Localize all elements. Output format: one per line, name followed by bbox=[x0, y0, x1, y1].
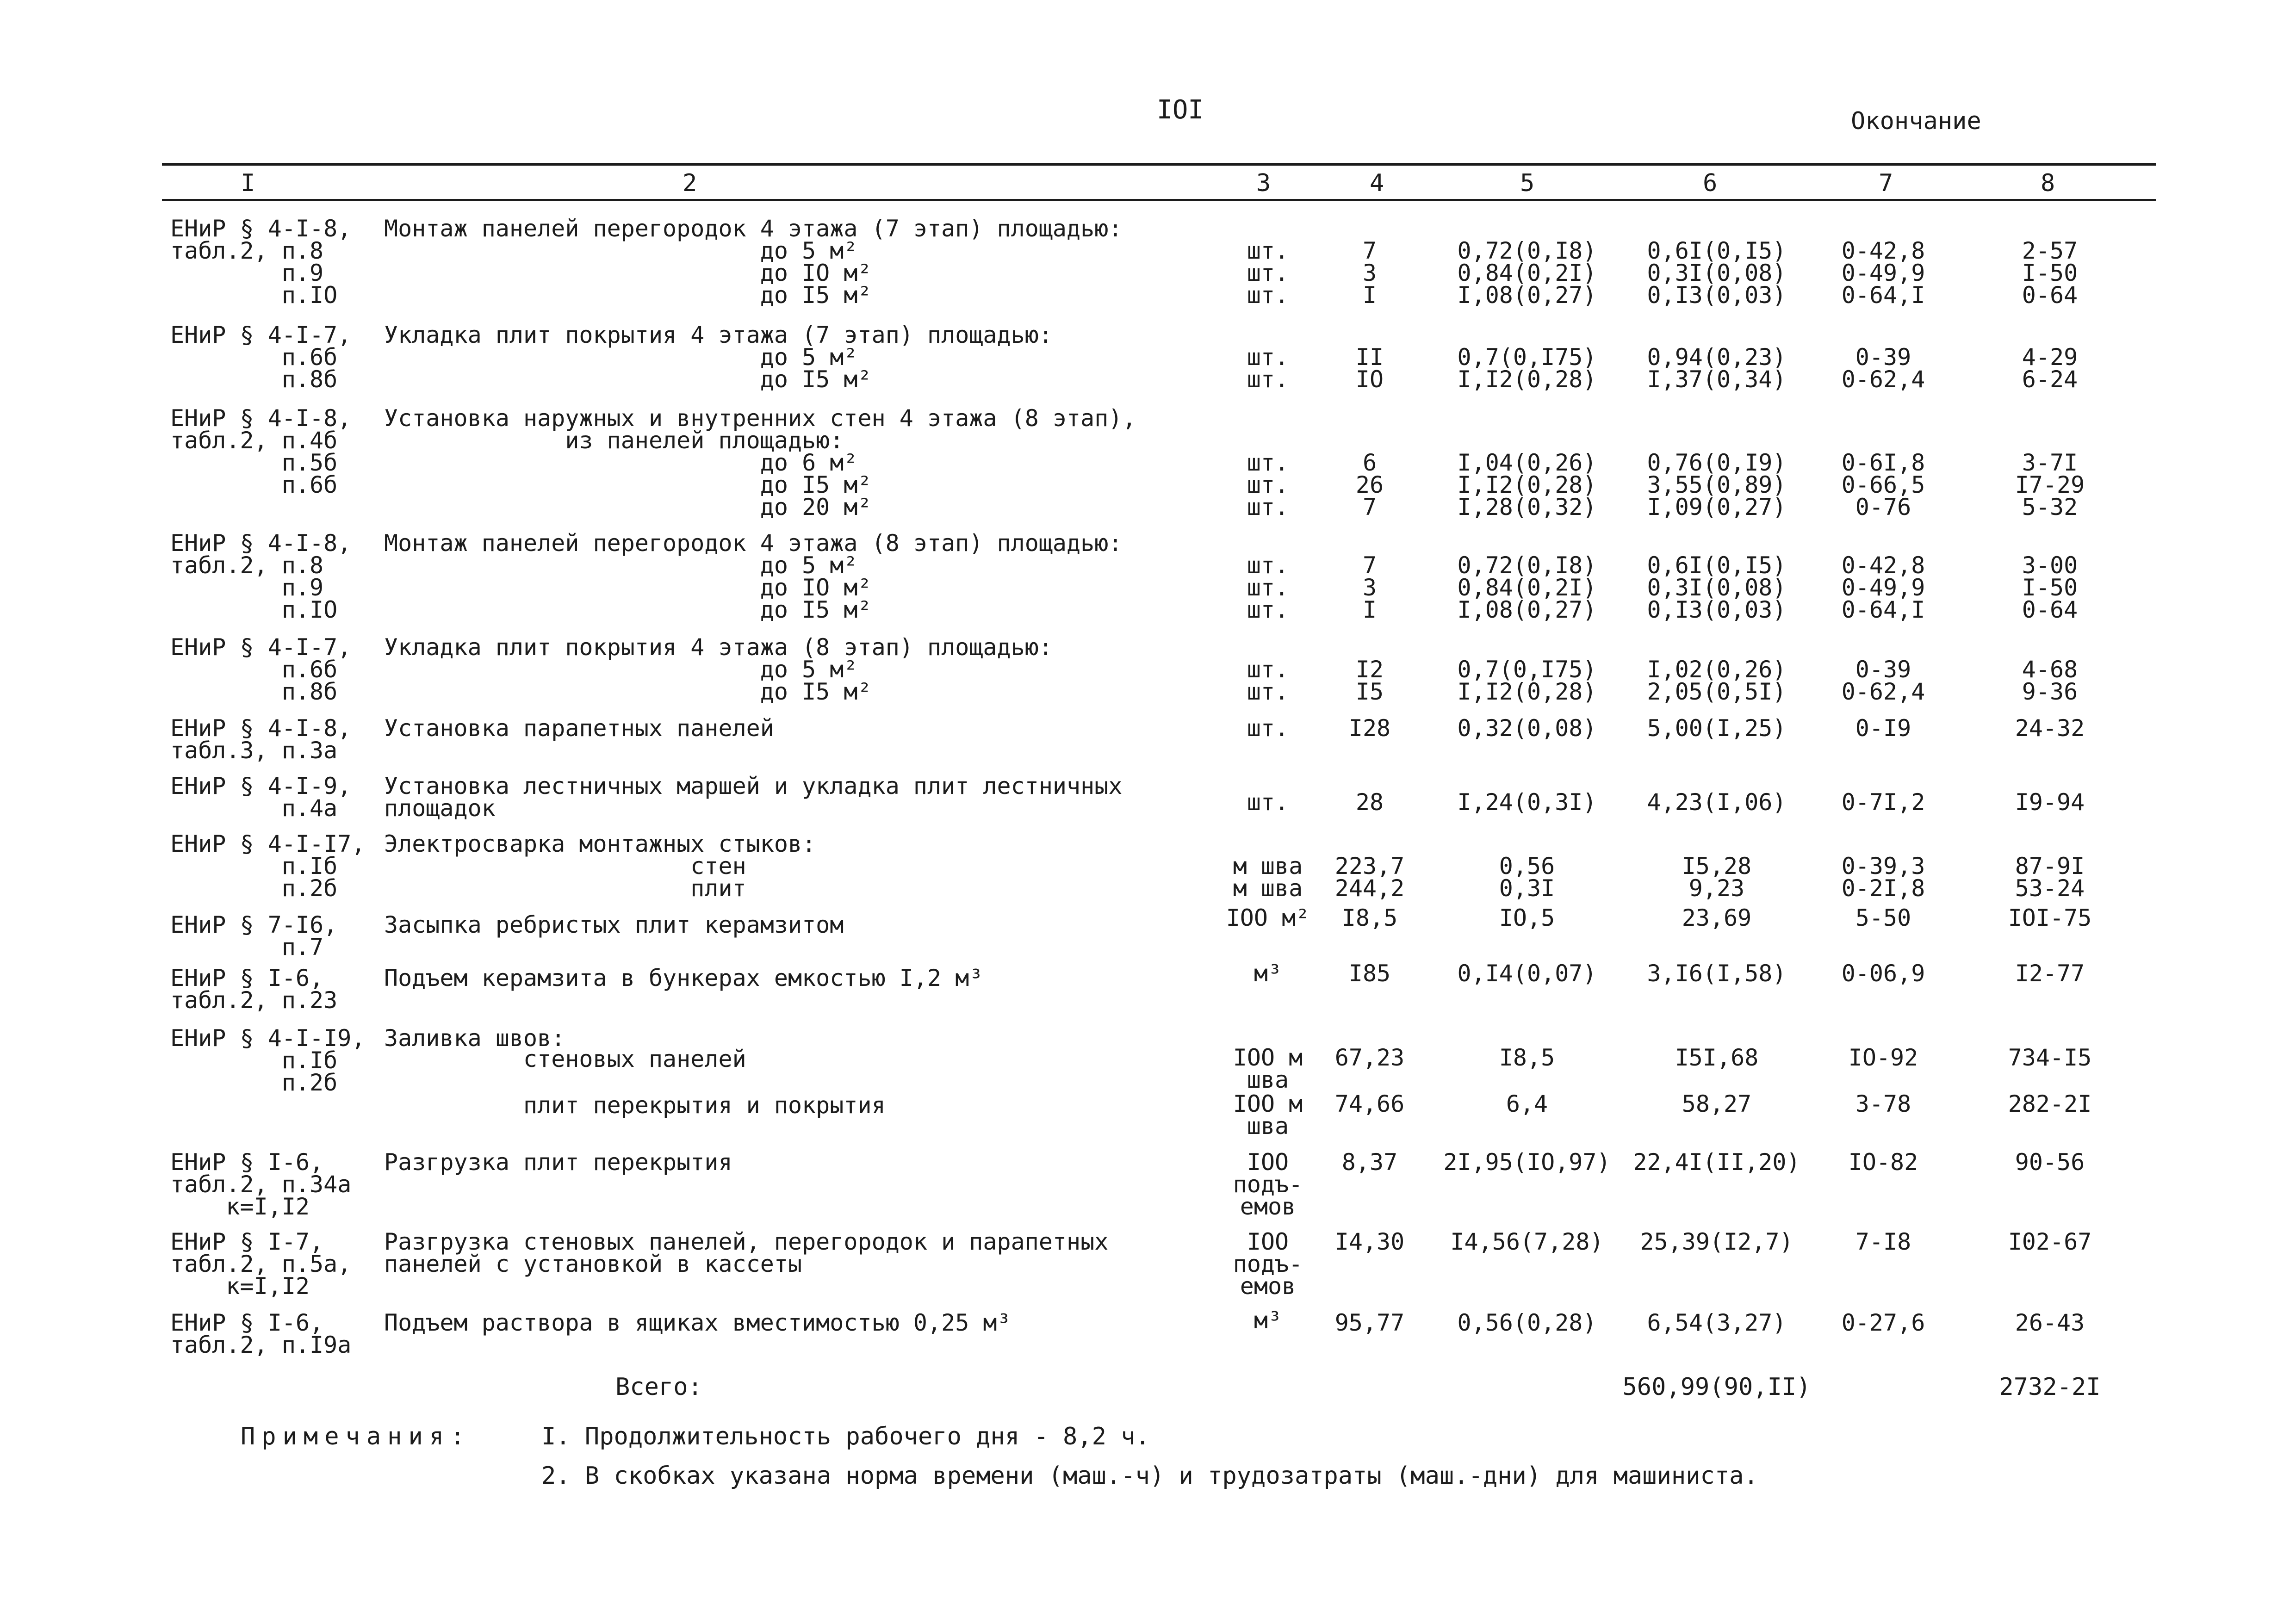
row-13-description: плит перекрытия и покрытия bbox=[384, 1092, 886, 1119]
row-8-time-norm: 0,56 0,3I bbox=[1499, 853, 1555, 902]
page-number: IOI bbox=[1157, 95, 1204, 125]
row-7-reference: ЕНиР § 4-I-9, п.4а bbox=[170, 773, 352, 822]
row-12-time-norm: I8,5 bbox=[1499, 1044, 1555, 1071]
row-5-quantity: I2 I5 bbox=[1355, 656, 1384, 705]
row-14-unit: IOO подъ- емов bbox=[1233, 1149, 1303, 1220]
row-7-labor: 4,23(I,06) bbox=[1647, 789, 1787, 816]
row-7-description: Установка лестничных маршей и укладка плит лестничных площадок bbox=[384, 773, 1123, 822]
row-10-reference: ЕНиР § I-6, табл.2, п.23 bbox=[170, 965, 338, 1014]
row-10-description: Подъем керамзита в бункерах емкостью I,2 м³ bbox=[384, 965, 983, 991]
row-1-unit: шт. шт. шт. bbox=[1247, 237, 1289, 309]
row-8-unit: м шва м шва bbox=[1233, 853, 1303, 902]
row-12-labor: I5I,68 bbox=[1675, 1044, 1759, 1071]
row-1-labor: 0,6I(0,I5) 0,3I(0,08) 0,I3(0,03) bbox=[1647, 237, 1787, 309]
row-9-cost: IOI-75 bbox=[2008, 904, 2092, 931]
total-cost: 2732-2I bbox=[1999, 1373, 2101, 1401]
row-10-rate: 0-06,9 bbox=[1841, 960, 1925, 987]
row-13-labor: 58,27 bbox=[1682, 1090, 1752, 1117]
row-9-time-norm: IO,5 bbox=[1499, 904, 1555, 931]
row-16-unit: м³ bbox=[1253, 1307, 1282, 1334]
row-8-reference: ЕНиР § 4-I-I7, п.Iб п.2б bbox=[170, 830, 366, 902]
table-header-rule bbox=[162, 199, 2156, 201]
total-labor: 560,99(90,II) bbox=[1622, 1373, 1811, 1401]
table-top-rule bbox=[162, 163, 2156, 166]
row-15-labor: 25,39(I2,7) bbox=[1640, 1228, 1793, 1255]
column-header-1: I bbox=[241, 169, 255, 197]
row-2-quantity: II IO bbox=[1355, 344, 1384, 393]
row-9-unit: IOO м² bbox=[1226, 904, 1310, 931]
row-16-time-norm: 0,56(0,28) bbox=[1457, 1309, 1597, 1336]
row-6-cost: 24-32 bbox=[2015, 715, 2085, 742]
row-8-rate: 0-39,3 0-2I,8 bbox=[1841, 853, 1925, 902]
row-2-cost: 4-29 6-24 bbox=[2022, 344, 2078, 393]
row-13-time-norm: 6,4 bbox=[1506, 1090, 1548, 1117]
row-3-cost: 3-7I I7-29 5-32 bbox=[2015, 449, 2085, 520]
row-15-reference: ЕНиР § I-7, табл.2, п.5а, к=I,I2 bbox=[170, 1228, 352, 1300]
row-15-time-norm: I4,56(7,28) bbox=[1450, 1228, 1604, 1255]
row-14-cost: 90-56 bbox=[2015, 1149, 2085, 1176]
row-4-cost: 3-00 I-50 0-64 bbox=[2022, 552, 2078, 623]
row-3-rate: 0-6I,8 0-66,5 0-76 bbox=[1841, 449, 1925, 520]
note-2: 2. В скобках указана норма времени (маш.-ч) и трудозатраты (маш.-дни) для машиниста. bbox=[541, 1462, 1758, 1490]
row-3-quantity: 6 26 7 bbox=[1355, 449, 1384, 520]
row-15-rate: 7-I8 bbox=[1855, 1228, 1911, 1255]
row-11-description: Заливка швов: bbox=[384, 1025, 565, 1052]
row-4-unit: шт. шт. шт. bbox=[1247, 552, 1289, 623]
row-7-quantity: 28 bbox=[1355, 789, 1384, 816]
column-header-5: 5 bbox=[1520, 169, 1535, 197]
row-8-labor: I5,28 9,23 bbox=[1682, 853, 1752, 902]
row-13-unit: IOO м шва bbox=[1233, 1090, 1303, 1140]
row-6-time-norm: 0,32(0,08) bbox=[1457, 715, 1597, 742]
column-header-8: 8 bbox=[2041, 169, 2055, 197]
row-16-description: Подъем раствора в ящиках вместимостью 0,25 м³ bbox=[384, 1309, 1011, 1336]
row-12-cost: 734-I5 bbox=[2008, 1044, 2092, 1071]
row-14-quantity: 8,37 bbox=[1341, 1149, 1398, 1176]
row-15-cost: I02-67 bbox=[2008, 1228, 2092, 1255]
row-6-quantity: I28 bbox=[1348, 715, 1391, 742]
row-12-description: стеновых панелей bbox=[384, 1046, 746, 1072]
row-12-quantity: 67,23 bbox=[1334, 1044, 1405, 1071]
row-10-time-norm: 0,I4(0,07) bbox=[1457, 960, 1597, 987]
row-16-reference: ЕНиР § I-6, табл.2, п.I9а bbox=[170, 1309, 352, 1358]
row-10-labor: 3,I6(I,58) bbox=[1647, 960, 1787, 987]
row-13-quantity: 74,66 bbox=[1334, 1090, 1405, 1117]
row-7-unit: шт. bbox=[1247, 789, 1289, 816]
total-label: Всего: bbox=[615, 1373, 702, 1401]
row-2-description: Укладка плит покрытия 4 этажа (7 этап) площадью: до 5 м² до I5 м² bbox=[384, 322, 1053, 393]
row-9-description: Засыпка ребристых плит керамзитом bbox=[384, 911, 844, 938]
column-header-3: 3 bbox=[1256, 169, 1271, 197]
row-5-unit: шт. шт. bbox=[1247, 656, 1289, 705]
row-12-rate: IO-92 bbox=[1848, 1044, 1918, 1071]
row-6-description: Установка парапетных панелей bbox=[384, 715, 774, 742]
row-13-cost: 282-2I bbox=[2008, 1090, 2092, 1117]
row-14-time-norm: 2I,95(IO,97) bbox=[1443, 1149, 1611, 1176]
row-16-quantity: 95,77 bbox=[1334, 1309, 1405, 1336]
row-8-description: Электросварка монтажных стыков: стен плит bbox=[384, 830, 816, 902]
row-5-labor: I,02(0,26) 2,05(0,5I) bbox=[1647, 656, 1787, 705]
row-1-quantity: 7 3 I bbox=[1362, 237, 1377, 309]
row-7-cost: I9-94 bbox=[2015, 789, 2085, 816]
row-1-time-norm: 0,72(0,I8) 0,84(0,2I) I,08(0,27) bbox=[1457, 237, 1597, 309]
notes-label: Примечания: bbox=[241, 1423, 472, 1450]
row-6-unit: шт. bbox=[1247, 715, 1289, 742]
row-5-reference: ЕНиР § 4-I-7, п.6б п.8б bbox=[170, 634, 352, 705]
row-1-rate: 0-42,8 0-49,9 0-64,I bbox=[1841, 237, 1925, 309]
row-16-rate: 0-27,6 bbox=[1841, 1309, 1925, 1336]
note-1: I. Продолжительность рабочего дня - 8,2 ч. bbox=[541, 1423, 1150, 1450]
row-10-quantity: I85 bbox=[1348, 960, 1391, 987]
row-14-rate: IO-82 bbox=[1848, 1149, 1918, 1176]
column-header-7: 7 bbox=[1879, 169, 1893, 197]
row-6-rate: 0-I9 bbox=[1855, 715, 1911, 742]
column-header-4: 4 bbox=[1370, 169, 1384, 197]
row-1-reference: ЕНиР § 4-I-8, табл.2, п.8 п.9 п.IO bbox=[170, 215, 352, 309]
row-14-labor: 22,4I(II,20) bbox=[1633, 1149, 1800, 1176]
row-10-cost: I2-77 bbox=[2015, 960, 2085, 987]
continuation-caption: Окончание bbox=[1851, 107, 1981, 135]
row-5-cost: 4-68 9-36 bbox=[2022, 656, 2078, 705]
row-4-description: Монтаж панелей перегородок 4 этажа (8 этап) площадью: до 5 м² до IO м² до I5 м² bbox=[384, 530, 1123, 623]
row-10-unit: м³ bbox=[1253, 960, 1282, 987]
row-6-reference: ЕНиР § 4-I-8, табл.3, п.3а bbox=[170, 715, 352, 764]
column-header-2: 2 bbox=[683, 169, 697, 197]
row-9-labor: 23,69 bbox=[1682, 904, 1752, 931]
row-2-reference: ЕНиР § 4-I-7, п.6б п.8б bbox=[170, 322, 352, 393]
row-2-rate: 0-39 0-62,4 bbox=[1841, 344, 1925, 393]
row-11-reference: ЕНиР § 4-I-I9, п.Iб п.2б bbox=[170, 1025, 366, 1096]
row-7-time-norm: I,24(0,3I) bbox=[1457, 789, 1597, 816]
row-15-quantity: I4,30 bbox=[1334, 1228, 1405, 1255]
row-8-quantity: 223,7 244,2 bbox=[1334, 853, 1405, 902]
row-4-rate: 0-42,8 0-49,9 0-64,I bbox=[1841, 552, 1925, 623]
row-7-rate: 0-7I,2 bbox=[1841, 789, 1925, 816]
row-3-description: Установка наружных и внутренних стен 4 этажа (8 этап), из панелей площадью: до 6 м² до I5 м² до 20 м² bbox=[384, 405, 1136, 520]
column-header-6: 6 bbox=[1703, 169, 1718, 197]
row-9-rate: 5-50 bbox=[1855, 904, 1911, 931]
row-9-reference: ЕНиР § 7-I6, п.7 bbox=[170, 911, 338, 960]
row-2-labor: 0,94(0,23) I,37(0,34) bbox=[1647, 344, 1787, 393]
row-3-labor: 0,76(0,I9) 3,55(0,89) I,09(0,27) bbox=[1647, 449, 1787, 520]
row-12-unit: IOO м шва bbox=[1233, 1044, 1303, 1093]
row-5-time-norm: 0,7(0,I75) I,I2(0,28) bbox=[1457, 656, 1597, 705]
row-1-description: Монтаж панелей перегородок 4 этажа (7 этап) площадью: до 5 м² до IO м² до I5 м² bbox=[384, 215, 1123, 309]
row-2-unit: шт. шт. bbox=[1247, 344, 1289, 393]
row-16-labor: 6,54(3,27) bbox=[1647, 1309, 1787, 1336]
row-14-reference: ЕНиР § I-6, табл.2, п.34а к=I,I2 bbox=[170, 1149, 352, 1220]
row-4-quantity: 7 3 I bbox=[1362, 552, 1377, 623]
row-8-cost: 87-9I 53-24 bbox=[2015, 853, 2085, 902]
row-4-labor: 0,6I(0,I5) 0,3I(0,08) 0,I3(0,03) bbox=[1647, 552, 1787, 623]
row-3-unit: шт. шт. шт. bbox=[1247, 449, 1289, 520]
row-15-description: Разгрузка стеновых панелей, перегородок и парапетных панелей с установкой в кассеты bbox=[384, 1228, 1109, 1277]
row-3-time-norm: I,04(0,26) I,I2(0,28) I,28(0,32) bbox=[1457, 449, 1597, 520]
row-1-cost: 2-57 I-50 0-64 bbox=[2022, 237, 2078, 309]
row-5-rate: 0-39 0-62,4 bbox=[1841, 656, 1925, 705]
row-2-time-norm: 0,7(0,I75) I,I2(0,28) bbox=[1457, 344, 1597, 393]
row-15-unit: IOO подъ- емов bbox=[1233, 1228, 1303, 1300]
row-14-description: Разгрузка плит перекрытия bbox=[384, 1149, 732, 1176]
row-6-labor: 5,00(I,25) bbox=[1647, 715, 1787, 742]
row-16-cost: 26-43 bbox=[2015, 1309, 2085, 1336]
row-3-reference: ЕНиР § 4-I-8, табл.2, п.4б п.5б п.6б bbox=[170, 405, 352, 498]
row-9-quantity: I8,5 bbox=[1341, 904, 1398, 931]
row-4-reference: ЕНиР § 4-I-8, табл.2, п.8 п.9 п.IO bbox=[170, 530, 352, 623]
row-13-rate: 3-78 bbox=[1855, 1090, 1911, 1117]
row-4-time-norm: 0,72(0,I8) 0,84(0,2I) I,08(0,27) bbox=[1457, 552, 1597, 623]
row-5-description: Укладка плит покрытия 4 этажа (8 этап) площадью: до 5 м² до I5 м² bbox=[384, 634, 1053, 705]
